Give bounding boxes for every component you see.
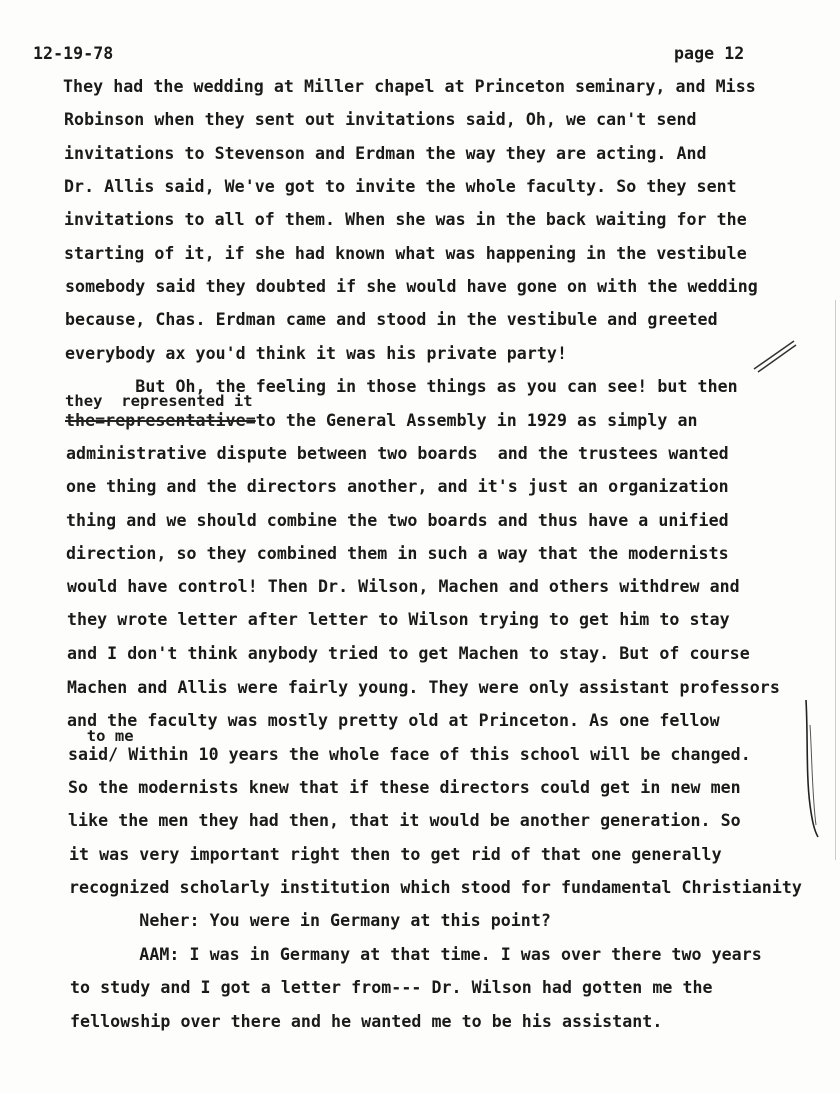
page-number: page 12 [674,44,745,63]
text-line: everybody ax you'd think it was his private party! [65,344,568,363]
margin-slash-marks [750,335,800,375]
text-line: But Oh, the feeling in those things as you can see! but then [65,377,738,396]
text-line: direction, so they combined them in such a way that the modernists [66,544,729,563]
margin-bracket-mark [800,695,830,845]
text-line: it was very important right then to get rid of that one generally [69,845,722,864]
text-line: starting of it, if she had known what was happening in the vestibule [64,244,747,263]
text-line: would have control! Then Dr. Wilson, Machen and others withdrew and [67,577,740,596]
text-line: somebody said they doubted if she would have gone on with the wedding [65,277,758,296]
text-line-rest: to the General Assembly in 1929 as simply an [255,411,698,430]
date: 12-19-78 [33,44,114,63]
text-line: fellowship over there and he wanted me to be his assistant. [70,1012,663,1031]
text-line: and I don't think anybody tried to get Machen to stay. But of course [67,644,750,663]
text-line: and the faculty was mostly pretty old at Princeton. As one fellow [67,711,720,730]
struck-text: the=representative= [65,411,256,430]
text-line: AAM: I was in Germany at that time. I was over there two years [69,945,762,964]
text-line: Machen and Allis were fairly young. They were only assistant professors [67,678,780,697]
text-line: Neher: You were in Germany at this point? [69,911,551,930]
text-line: because, Chas. Erdman came and stood in the vestibule and greeted [65,310,718,329]
text-line [65,411,698,431]
interlinear-correction: they represented it [65,392,253,410]
text-line: invitations to Stevenson and Erdman the way they are acting. And [64,144,707,163]
text-line: So the modernists knew that if these directors could get in new men [68,778,741,797]
text-line: thing and we should combine the two boards and thus have a unified [66,511,729,530]
interlinear-correction: to me [68,727,134,745]
text-line: Robinson when they sent out invitations said, Oh, we can't send [64,110,697,129]
text-line: one thing and the directors another, and it's just an organization [66,477,729,496]
text-line: Dr. Allis said, We've got to invite the whole faculty. So they sent [64,177,737,196]
text-line: like the men they had then, that it would be another generation. So [68,811,741,830]
text-line: they wrote letter after letter to Wilson trying to get him to stay [67,610,730,629]
page-edge [835,300,836,860]
text-line: to study and I got a letter from--- Dr. Wilson had gotten me the [70,978,713,997]
text-line: administrative dispute between two boards and the trustees wanted [66,444,729,463]
text-line: They had the wedding at Miller chapel at Princeton seminary, and Miss [63,77,756,96]
text-line: said/ Within 10 years the whole face of this school will be changed. [68,745,751,764]
text-line: recognized scholarly institution which stood for fundamental Christianity [69,878,802,897]
text-line: invitations to all of them. When she was in the back waiting for the [64,210,747,229]
